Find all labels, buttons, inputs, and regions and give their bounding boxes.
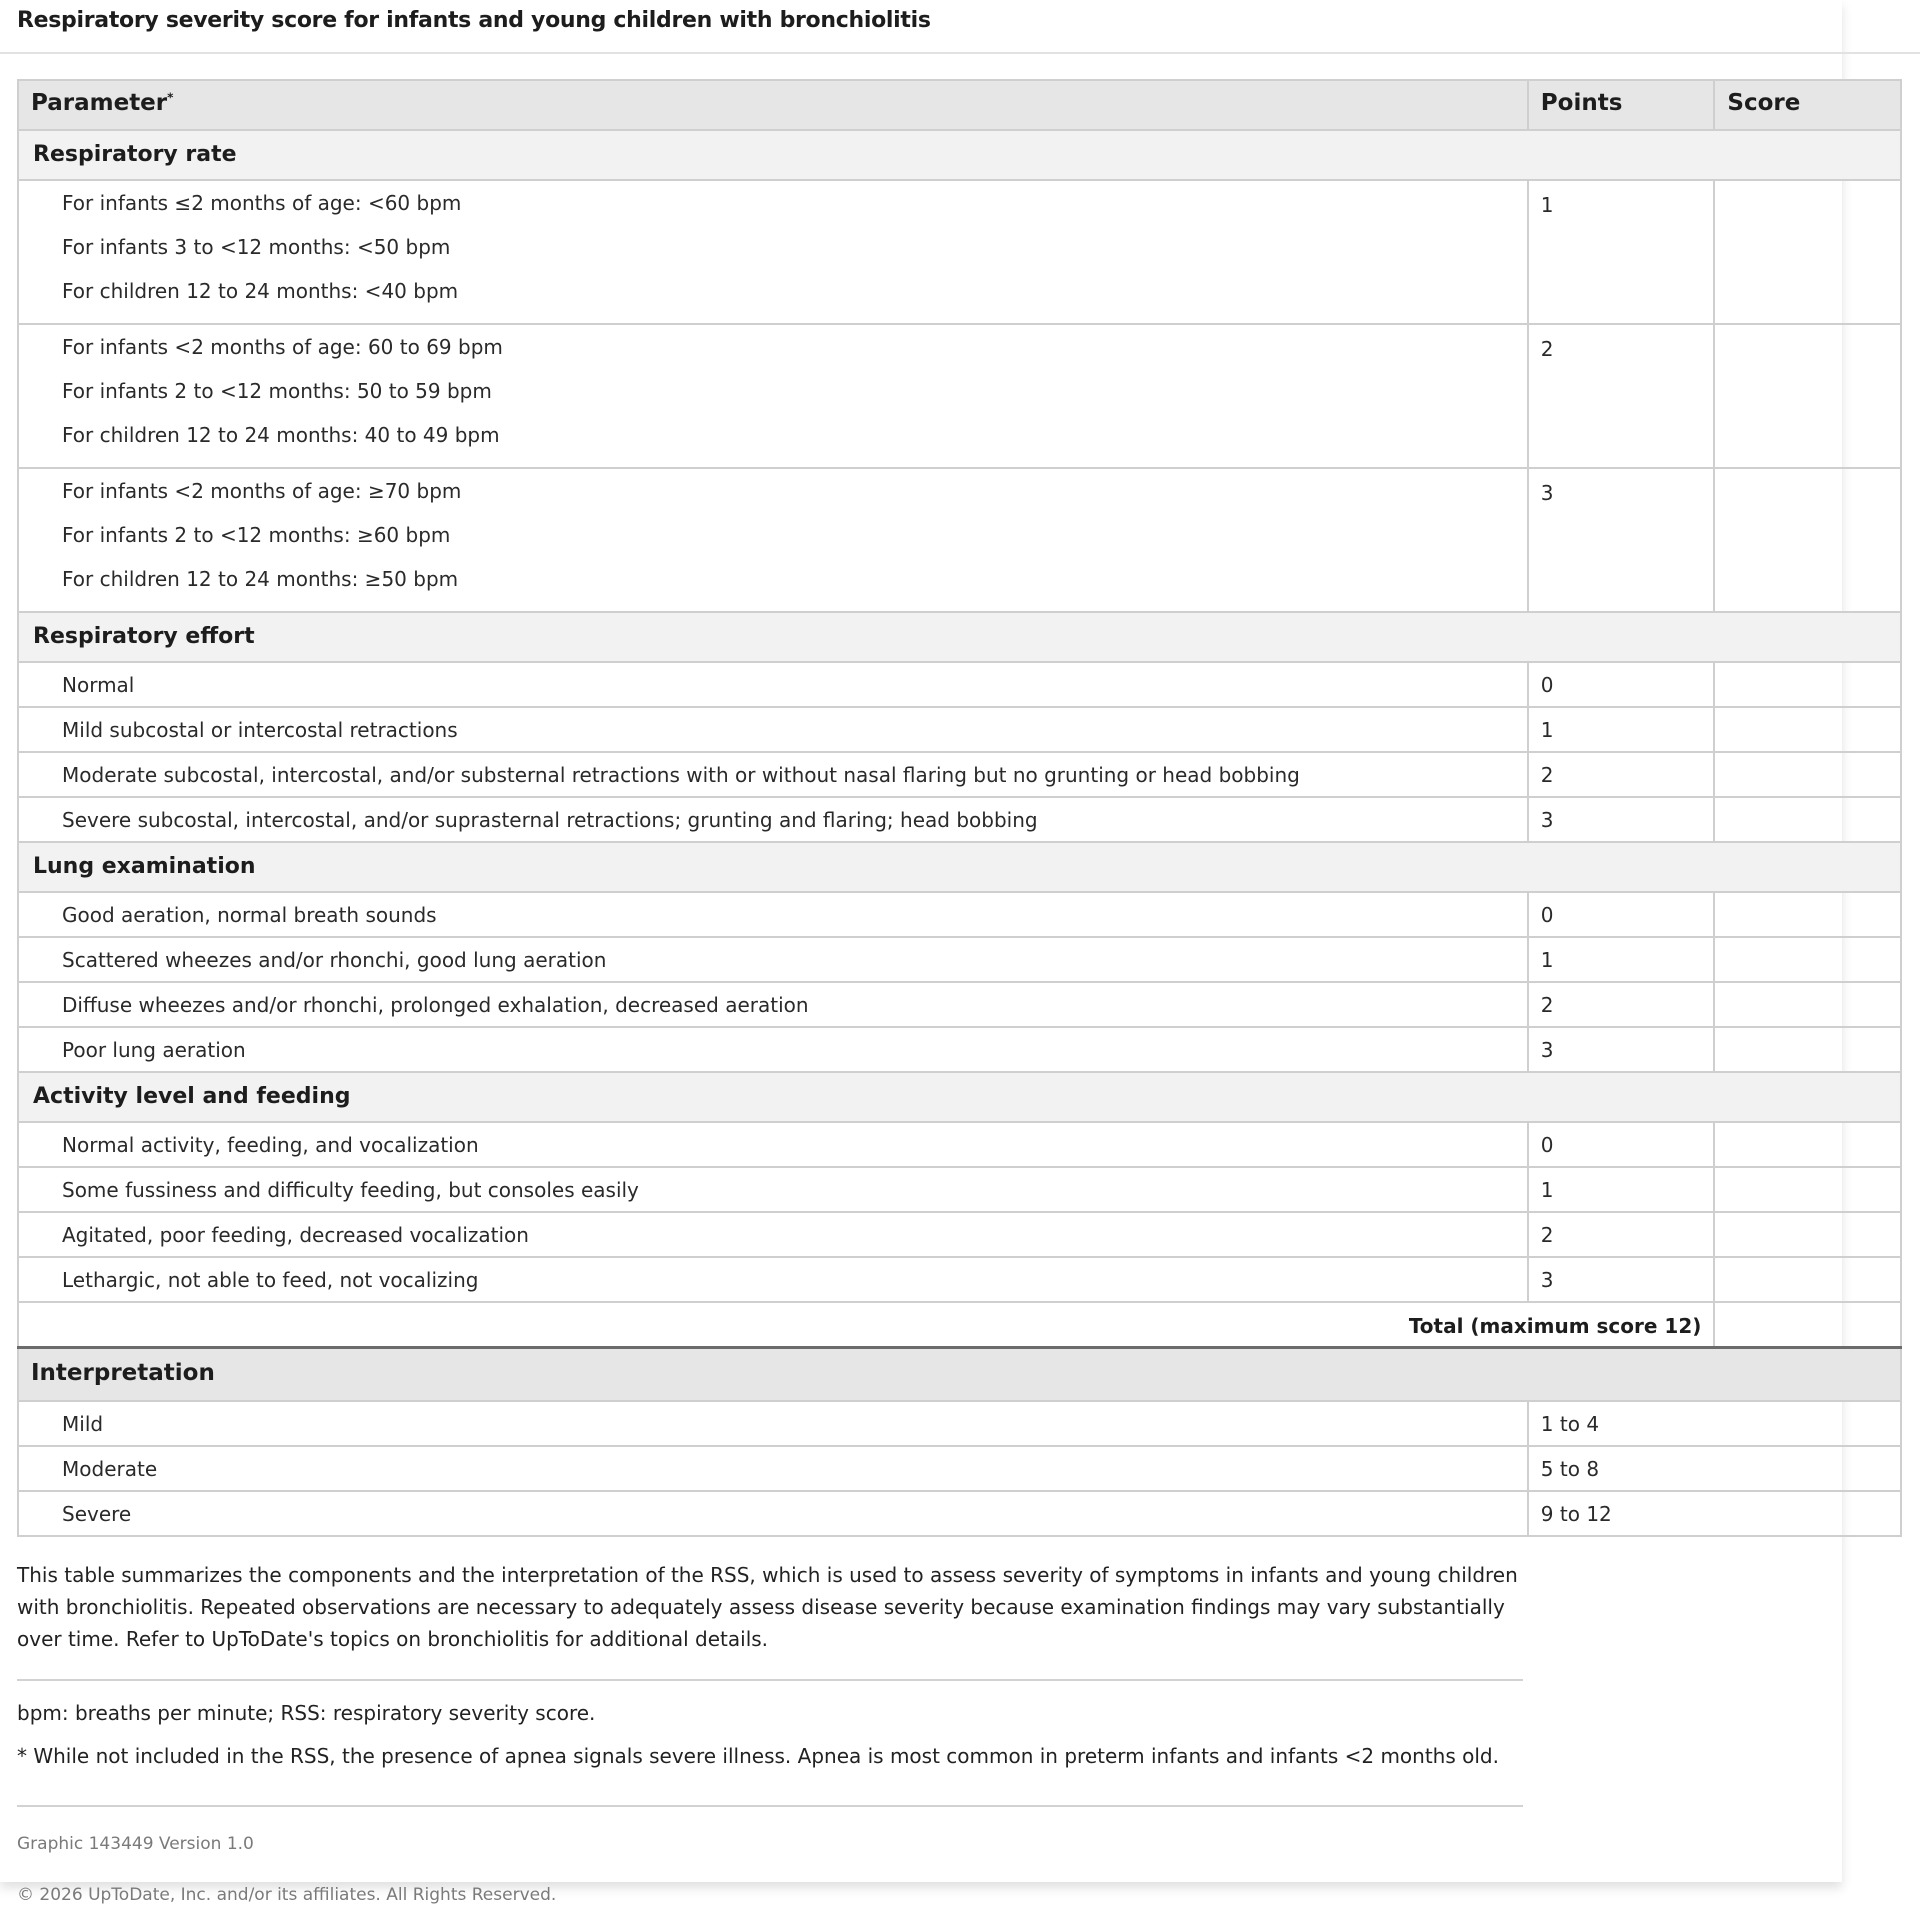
footer-divider: [17, 1805, 1523, 1807]
interpretation-row: [18, 1491, 1901, 1536]
points-cell: 3: [1528, 1257, 1715, 1302]
score-cell[interactable]: [1714, 982, 1901, 1027]
section-header-row: [18, 1072, 1901, 1122]
table-row: [18, 797, 1901, 842]
points-cell: 2: [1528, 752, 1715, 797]
score-cell[interactable]: [1714, 1122, 1901, 1167]
notes-divider: [17, 1679, 1523, 1681]
criteria-cell: Normal activity, feeding, and vocalization: [18, 1122, 1528, 1167]
criteria-line: For infants <2 months of age: ≥70 bpm: [62, 479, 462, 503]
points-cell: 1: [1528, 1167, 1715, 1212]
criteria-line: For infants 3 to <12 months: <50 bpm: [62, 235, 451, 259]
total-row: [18, 1302, 1901, 1347]
criteria-line: For infants 2 to <12 months: ≥60 bpm: [62, 523, 451, 547]
score-cell[interactable]: [1714, 662, 1901, 707]
table-row: [18, 180, 1901, 324]
graphic-version: Graphic 143449 Version 1.0: [17, 1834, 254, 1854]
table-row: [18, 892, 1901, 937]
total-label: Total (maximum score 12): [18, 1302, 1714, 1347]
criteria-cell: [18, 468, 1528, 612]
score-cell[interactable]: [1714, 937, 1901, 982]
score-range: 1 to 4: [1528, 1401, 1901, 1446]
points-cell: 2: [1528, 982, 1715, 1027]
page-title: Respiratory severity score for infants and young children with bronchiolitis: [17, 8, 931, 33]
points-cell: 1: [1528, 937, 1715, 982]
severity-label: Severe: [18, 1491, 1528, 1536]
criteria-line: For infants <2 months of age: 60 to 69 bpm: [62, 335, 503, 359]
points-cell: 2: [1528, 324, 1715, 468]
score-cell[interactable]: [1714, 468, 1901, 612]
score-cell[interactable]: [1714, 1212, 1901, 1257]
section-header-row: [18, 130, 1901, 180]
criteria-cell: Some fussiness and difficulty feeding, but consoles easily: [18, 1167, 1528, 1212]
section-header-row: [18, 612, 1901, 662]
score-range: 5 to 8: [1528, 1446, 1901, 1491]
table-row: [18, 468, 1901, 612]
points-cell: 1: [1528, 707, 1715, 752]
header-parameter: Parameter*: [18, 80, 1528, 130]
table-row: [18, 937, 1901, 982]
table-row: [18, 324, 1901, 468]
footnote-mark: *: [167, 90, 174, 105]
section-label: Activity level and feeding: [18, 1072, 1901, 1122]
title-divider: [0, 52, 1920, 54]
criteria-cell: Severe subcostal, intercostal, and/or suprasternal retractions; grunting and flaring; head bobbing: [18, 797, 1528, 842]
section-label: Lung examination: [18, 842, 1901, 892]
table-row: [18, 707, 1901, 752]
table-row: [18, 662, 1901, 707]
points-cell: 1: [1528, 180, 1715, 324]
table-row: [18, 1027, 1901, 1072]
header-points: Points: [1528, 80, 1715, 130]
total-score-cell[interactable]: [1714, 1302, 1901, 1347]
criteria-cell: Good aeration, normal breath sounds: [18, 892, 1528, 937]
severity-label: Moderate: [18, 1446, 1528, 1491]
criteria-cell: Moderate subcostal, intercostal, and/or substernal retractions with or without nasal flaring but no grunting or head bobbing: [18, 752, 1528, 797]
criteria-line: For children 12 to 24 months: 40 to 49 bpm: [62, 423, 500, 447]
criteria-cell: Mild subcostal or intercostal retractions: [18, 707, 1528, 752]
criteria-cell: [18, 180, 1528, 324]
criteria-line: For children 12 to 24 months: <40 bpm: [62, 279, 459, 303]
criteria-cell: Diffuse wheezes and/or rhonchi, prolonged exhalation, decreased aeration: [18, 982, 1528, 1027]
severity-label: Mild: [18, 1401, 1528, 1446]
score-cell[interactable]: [1714, 752, 1901, 797]
points-cell: 3: [1528, 1027, 1715, 1072]
table-row: [18, 1257, 1901, 1302]
score-cell[interactable]: [1714, 892, 1901, 937]
section-label: Respiratory rate: [18, 130, 1901, 180]
table-header-row: [18, 80, 1901, 130]
points-cell: 3: [1528, 468, 1715, 612]
copyright-text: © 2026 UpToDate, Inc. and/or its affiliates. All Rights Reserved.: [17, 1885, 557, 1905]
points-cell: 0: [1528, 892, 1715, 937]
score-range: 9 to 12: [1528, 1491, 1901, 1536]
table-row: [18, 752, 1901, 797]
points-cell: 3: [1528, 797, 1715, 842]
table-row: [18, 982, 1901, 1027]
score-cell[interactable]: [1714, 180, 1901, 324]
points-cell: 0: [1528, 662, 1715, 707]
score-cell[interactable]: [1714, 797, 1901, 842]
footnote-text: * While not included in the RSS, the presence of apnea signals severe illness. Apnea is most common in preterm infants and infants <2 months old.: [17, 1744, 1499, 1768]
table-row: [18, 1167, 1901, 1212]
score-cell[interactable]: [1714, 1257, 1901, 1302]
summary-text: This table summarizes the components and the interpretation of the RSS, which is used to assess severity of symptoms in infants and young children with bronchiolitis. Repeated observations are necessary to adequately assess disease severity because examination findings may vary substantially over time. Refer to UpToDate's topics on bronchiolitis for additional details.: [17, 1563, 1518, 1651]
criteria-line: For infants ≤2 months of age: <60 bpm: [62, 191, 462, 215]
criteria-cell: Agitated, poor feeding, decreased vocalization: [18, 1212, 1528, 1257]
points-cell: 2: [1528, 1212, 1715, 1257]
score-cell[interactable]: [1714, 1167, 1901, 1212]
table-row: [18, 1212, 1901, 1257]
header-score: Score: [1714, 80, 1901, 130]
criteria-line: For infants 2 to <12 months: 50 to 59 bpm: [62, 379, 492, 403]
table-body: [18, 130, 1901, 1536]
interpretation-row: [18, 1446, 1901, 1491]
points-cell: 0: [1528, 1122, 1715, 1167]
table-row: [18, 1122, 1901, 1167]
criteria-cell: Lethargic, not able to feed, not vocalizing: [18, 1257, 1528, 1302]
rss-table: [17, 79, 1902, 1537]
score-cell[interactable]: [1714, 707, 1901, 752]
section-header-row: [18, 842, 1901, 892]
interpretation-label: Interpretation: [18, 1347, 1901, 1401]
criteria-cell: Scattered wheezes and/or rhonchi, good lung aeration: [18, 937, 1528, 982]
interpretation-row: [18, 1401, 1901, 1446]
criteria-cell: Poor lung aeration: [18, 1027, 1528, 1072]
score-cell[interactable]: [1714, 1027, 1901, 1072]
criteria-cell: [18, 324, 1528, 468]
score-cell[interactable]: [1714, 324, 1901, 468]
abbreviations-text: bpm: breaths per minute; RSS: respiratory severity score.: [17, 1701, 596, 1725]
criteria-line: For children 12 to 24 months: ≥50 bpm: [62, 567, 459, 591]
section-label: Respiratory effort: [18, 612, 1901, 662]
interpretation-header-row: [18, 1347, 1901, 1401]
criteria-cell: Normal: [18, 662, 1528, 707]
